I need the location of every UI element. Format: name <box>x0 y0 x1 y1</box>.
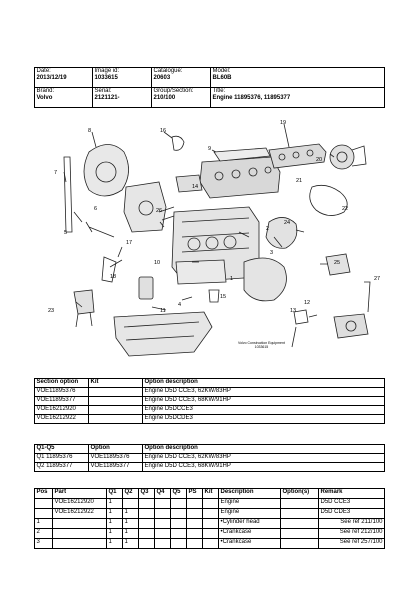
kit-header: Kit <box>89 379 143 388</box>
q4-header: Q4 <box>155 489 171 499</box>
q-options-table <box>34 444 385 472</box>
q1-q5-header: Q1-Q5 <box>35 445 89 454</box>
callout-8: 8 <box>88 128 92 134</box>
date-cell: Date: 2013/12/19 <box>35 68 93 88</box>
callout-18: 18 <box>110 274 117 280</box>
serial-cell: Serial: 2121121- <box>93 88 152 108</box>
table-row: VOE11895377 Engine D5D CCE3, 68KW/91HP <box>35 397 385 406</box>
q5-header: Q5 <box>171 489 187 499</box>
table-row: VOE16212920 1 Engine D5D CCE3 <box>35 499 385 509</box>
callout-26: 26 <box>156 208 163 214</box>
section-option-table <box>34 378 385 424</box>
callout-13: 13 <box>290 308 297 314</box>
pos-header: Pos <box>35 489 53 499</box>
callout-17: 17 <box>126 240 133 246</box>
callout-5: 5 <box>64 230 68 236</box>
catalogue-cell: Catalogue: 20603 <box>152 68 211 88</box>
callout-21: 21 <box>296 178 303 184</box>
option-description-header: Option description <box>143 379 385 388</box>
model-cell: Model: BL60B <box>211 68 385 88</box>
table-row: Q2 11895377 VOE11895377 Engine D5D CCE3, 68KW/91HP <box>35 463 385 472</box>
kit-col-header: Kit <box>203 489 219 499</box>
q1-header: Q1 <box>107 489 123 499</box>
description-header: Description <box>219 489 281 499</box>
callout-6: 6 <box>94 206 98 212</box>
remark-header: Remark <box>319 489 385 499</box>
callout-11: 11 <box>160 308 166 314</box>
ps-header: PS <box>187 489 203 499</box>
callout-9: 9 <box>208 146 212 152</box>
callout-12: 12 <box>304 300 311 306</box>
table-row: 1 1 1 •Cylinder head See ref 211/100 <box>35 519 385 529</box>
callout-1: 1 <box>230 276 234 282</box>
q3-header: Q3 <box>139 489 155 499</box>
options-header: Option(s) <box>281 489 319 499</box>
callout-7: 7 <box>54 170 58 176</box>
table-row: Q1 11895376 VOE11895376 Engine D5D CCE3, 62KW/83HP <box>35 454 385 463</box>
table-row: VOE11895376 Engine D5D CCE3, 62KW/83HP <box>35 388 385 397</box>
table-row: 2 1 1 •Crankcase See ref 212/100 <box>35 529 385 539</box>
option-header: Option <box>89 445 143 454</box>
image-id-cell: Image id: 1033615 <box>93 68 152 88</box>
engine-exploded-diagram <box>34 112 385 367</box>
parts-table <box>34 488 385 549</box>
q-option-description-header: Option description <box>143 445 385 454</box>
callout-16: 16 <box>160 128 167 134</box>
group-cell: Group/Section: 210/100 <box>152 88 211 108</box>
callout-3: 3 <box>270 250 274 256</box>
title-cell: Title: Engine 11895376, 11895377 <box>211 88 385 108</box>
figure-caption: Volvo Construction Equipment 1033615 <box>238 341 285 349</box>
section-option-header: Section option <box>35 379 89 388</box>
header-table <box>34 67 385 108</box>
callout-25: 25 <box>334 260 341 266</box>
table-row: VOE16212920 Engine D5DCCE3 <box>35 406 385 415</box>
table-row: VOE16212922 1 1 Engine D5D CDE3 <box>35 509 385 519</box>
callout-15: 15 <box>220 294 227 300</box>
q2-header: Q2 <box>123 489 139 499</box>
part-header: Part <box>53 489 107 499</box>
callout-23: 23 <box>48 308 55 314</box>
callout-22: 22 <box>342 206 349 212</box>
table-row: VOE16212922 Engine D5DCDE3 <box>35 415 385 424</box>
callout-2: 2 <box>266 226 270 232</box>
callout-24: 24 <box>284 220 291 226</box>
callout-10: 10 <box>154 260 161 266</box>
brand-cell: Brand: Volvo <box>35 88 93 108</box>
callout-27: 27 <box>374 276 381 282</box>
table-row: 3 1 1 •Crankcase See ref 257/100 <box>35 539 385 549</box>
callout-20: 20 <box>316 157 323 163</box>
callout-4: 4 <box>178 302 182 308</box>
callout-14: 14 <box>192 184 199 190</box>
callout-19: 19 <box>280 120 287 126</box>
